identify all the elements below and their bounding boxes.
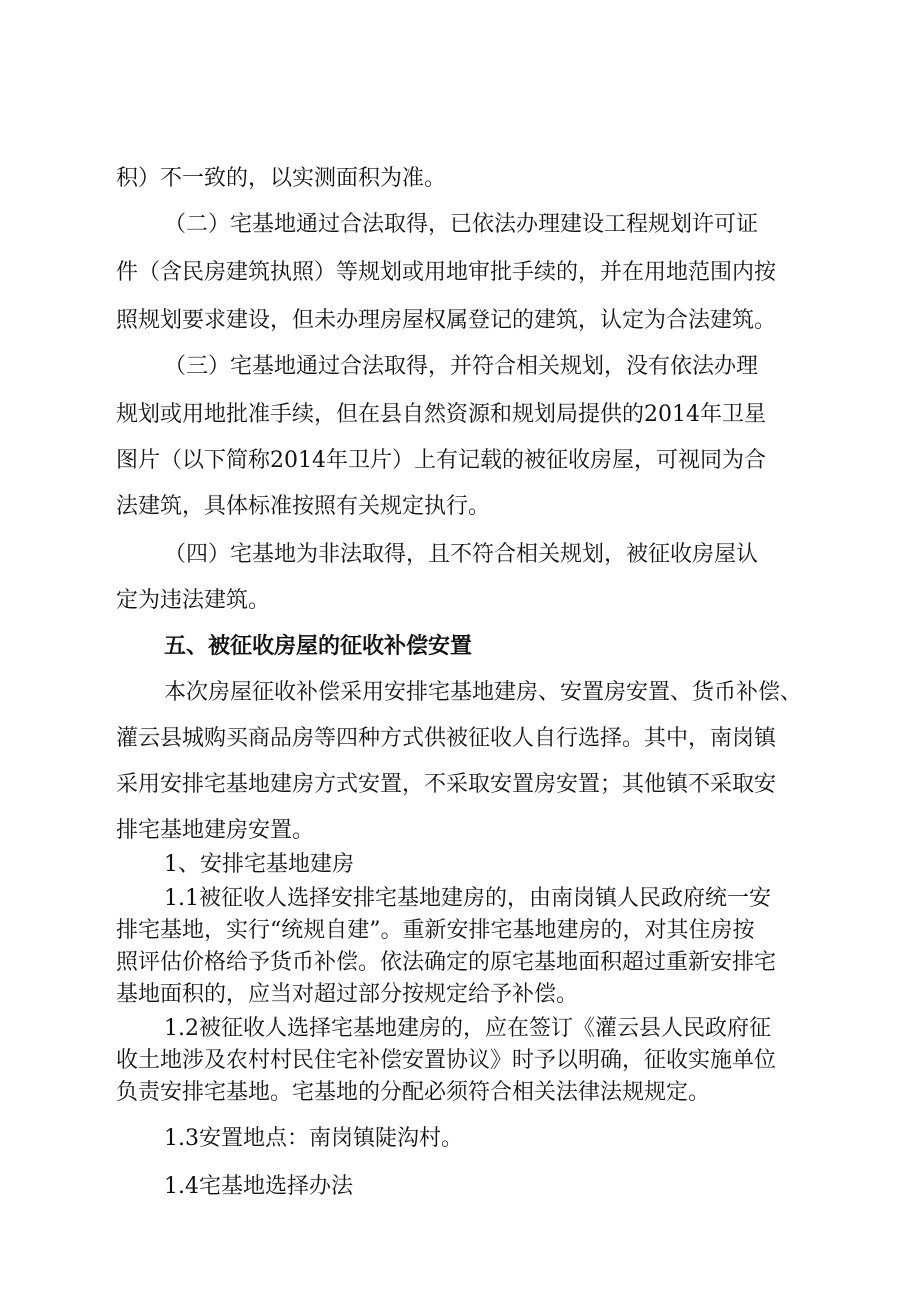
text-line: （三）宅基地通过合法取得，并符合相关规划，没有依法办理 [164,354,759,379]
text-line: 图片（以下简称2014年卫片）上有记载的被征收房屋，可视同为合 [116,448,766,473]
text-line: 1.2被征收人选择宅基地建房的，应在签订《灌云县人民政府征 [164,1016,771,1041]
text-line: 排宅基地，实行“统规自建”。重新安排宅基地建房的，对其住房按 [116,918,755,943]
text-line: 1.4宅基地选择办法 [164,1174,353,1199]
text-line: （四）宅基地为非法取得，且不符合相关规划，被征收房屋认 [164,542,759,567]
text-line: 件（含民房建筑执照）等规划或用地审批手续的，并在用地范围内按 [116,260,777,285]
text-line: 规划或用地批准手续，但在县自然资源和规划局提供的2014年卫星 [116,402,766,427]
text-line: 负责安排宅基地。宅基地的分配必须符合相关法律法规规定。 [116,1080,711,1105]
text-line: 照评估价格给予货币补偿。依法确定的原宅基地面积超过重新安排宅 [116,950,777,975]
text-line: 灌云县城购买商品房等四种方式供被征收人自行选择。其中，南岗镇 [116,726,777,751]
text-line: （二）宅基地通过合法取得，已依法办理建设工程规划许可证 [164,212,759,237]
text-line: 法建筑，具体标准按照有关规定执行。 [116,494,491,519]
subsection-title: 1、安排宅基地建房 [164,852,354,877]
text-line: 1.1被征收人选择安排宅基地建房的，由南岗镇人民政府统一安 [164,886,771,911]
text-line: 收土地涉及农村村民住宅补偿安置协议》时予以明确，征收实施单位 [116,1048,777,1073]
text-line: 积）不一致的，以实测面积为准。 [116,166,447,191]
text-line: 本次房屋征收补偿采用安排宅基地建房、安置房安置、货币补偿、 [164,680,803,705]
text-line: 排宅基地建房安置。 [116,818,315,843]
text-line: 1.3安置地点：南岗镇陡沟村。 [164,1126,463,1151]
text-line: 采用安排宅基地建房方式安置，不采取安置房安置；其他镇不采取安 [116,772,777,797]
section-heading: 五、被征收房屋的征收补偿安置 [164,634,473,659]
text-line: 照规划要求建设，但未办理房屋权属登记的建筑，认定为合法建筑。 [116,308,777,333]
text-line: 基地面积的，应当对超过部分按规定给予补偿。 [116,982,579,1007]
text-line: 定为违法建筑。 [116,588,271,613]
